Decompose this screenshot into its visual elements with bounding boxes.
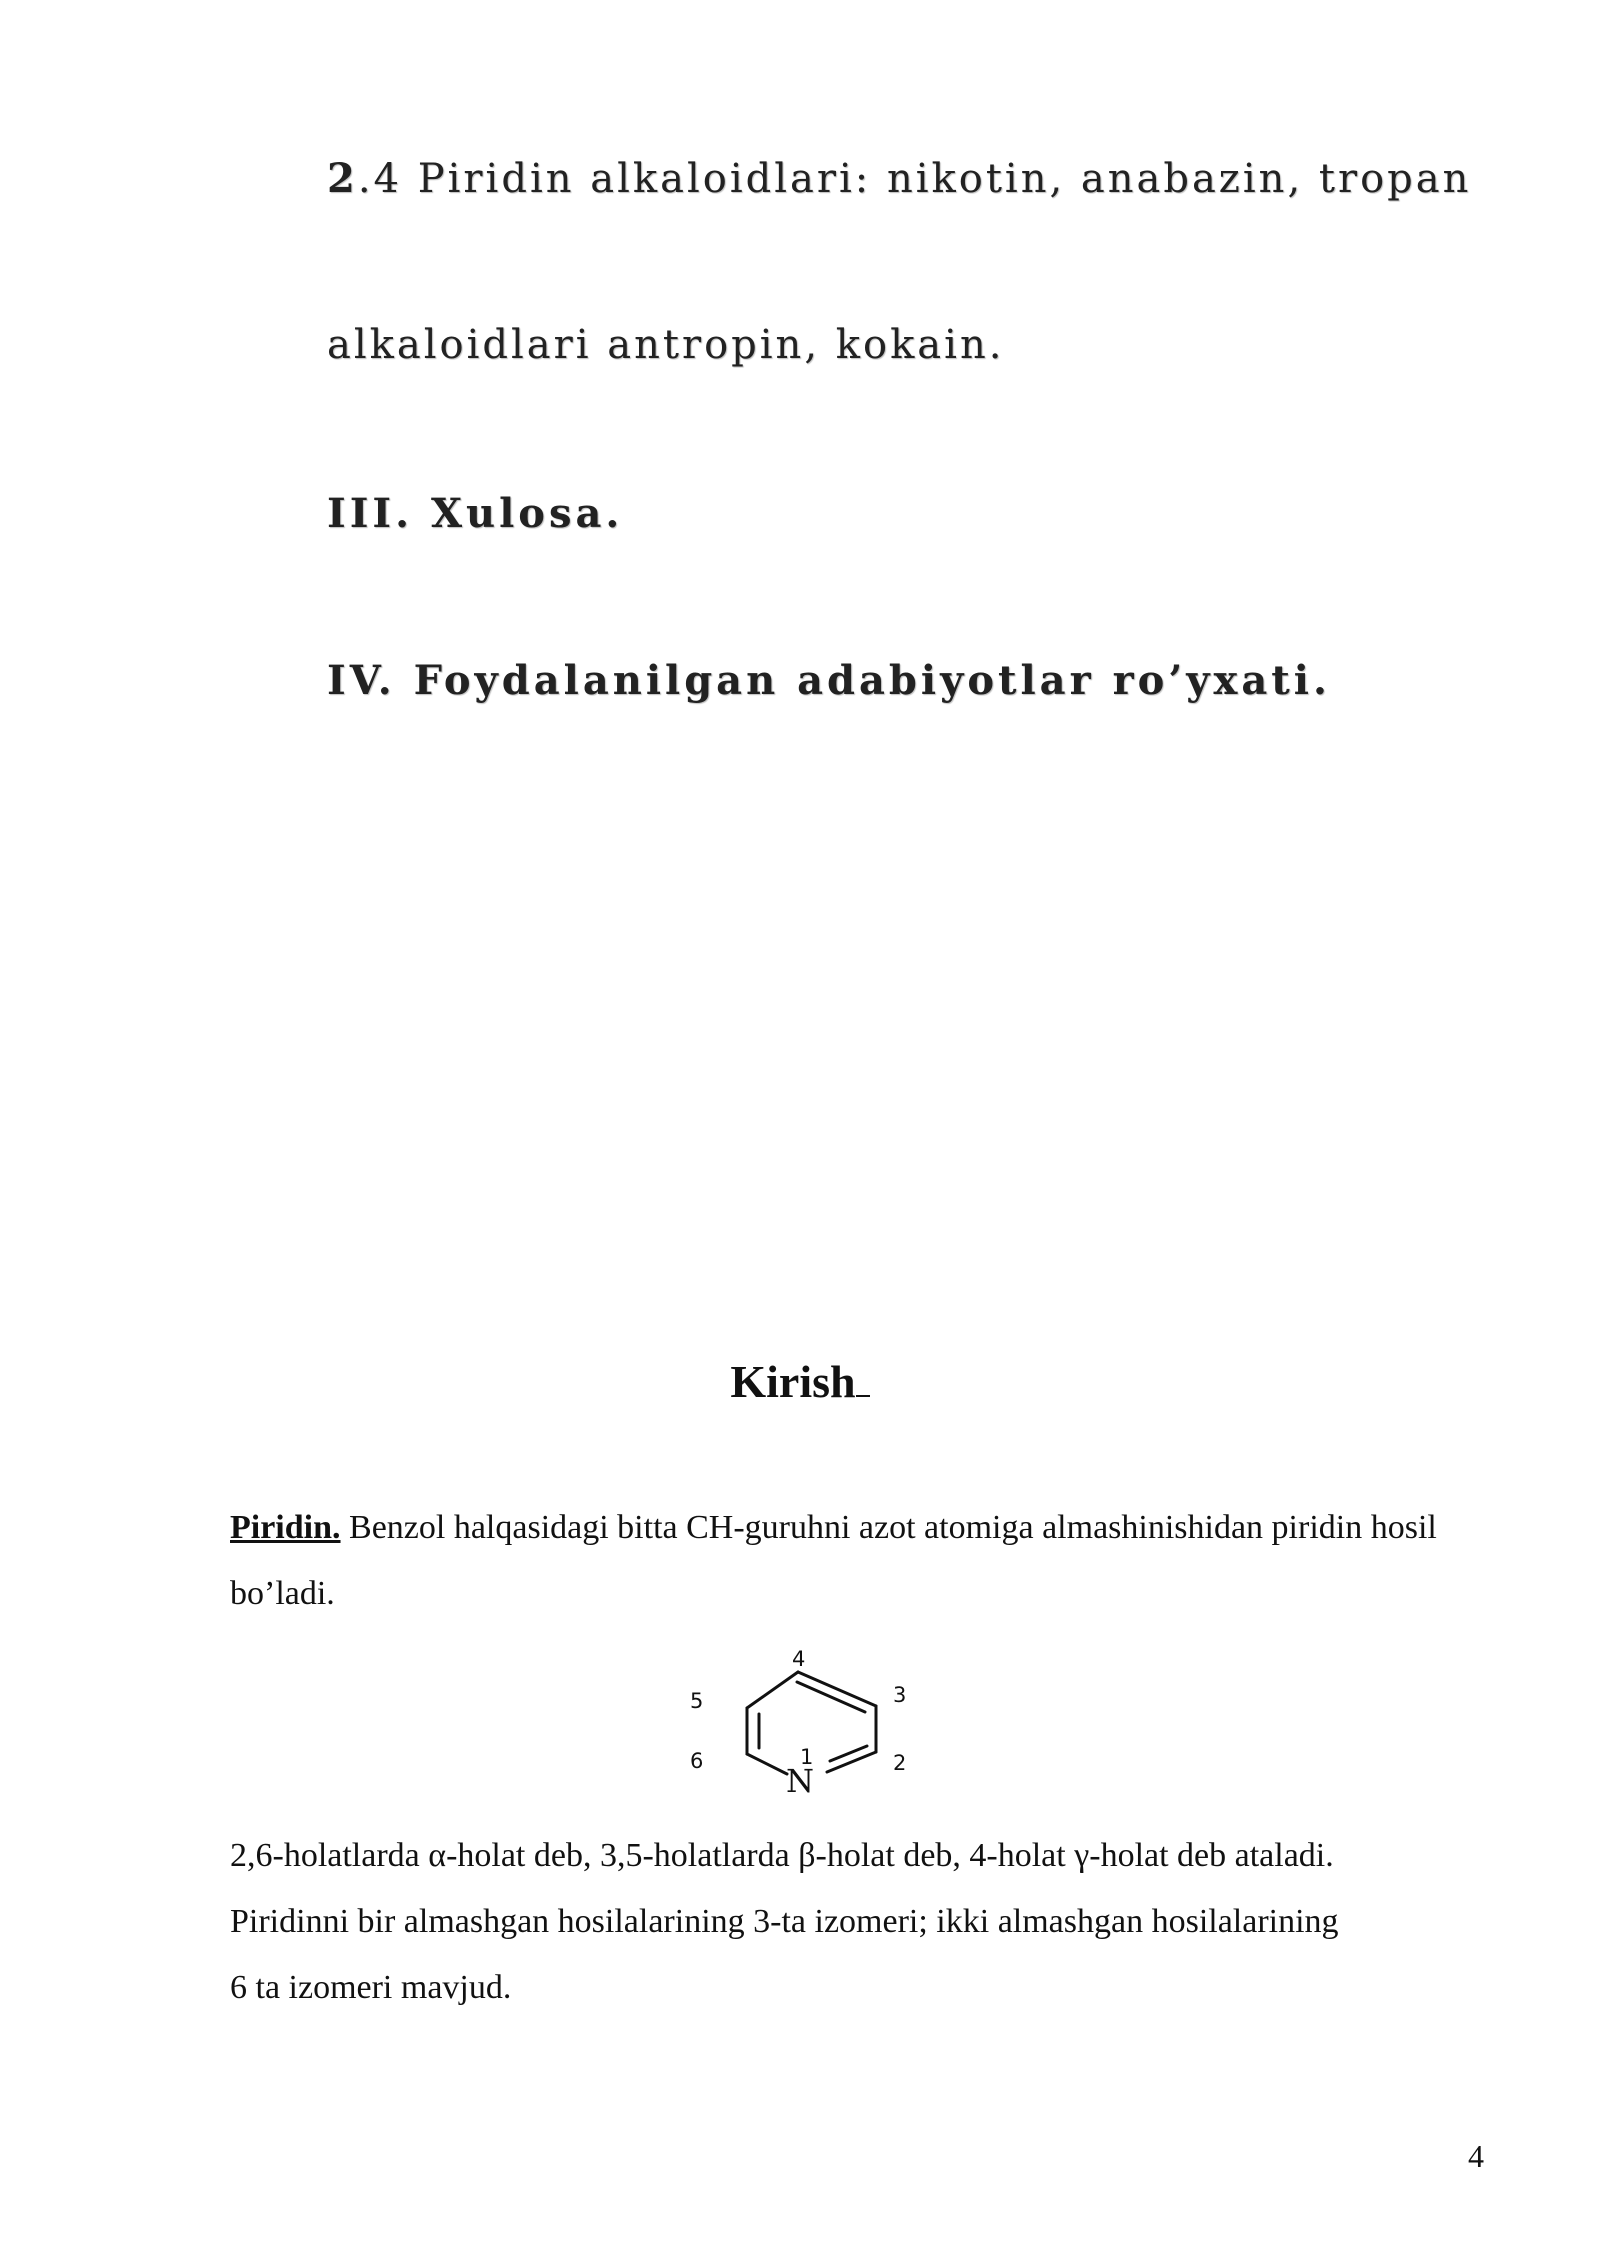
bond-c2-n1 [827, 1752, 876, 1772]
toc-item-2-4-number: 2 [327, 155, 358, 202]
nitrogen-atom: N [786, 1762, 814, 1800]
section-title-text: Kirish [730, 1356, 856, 1407]
isomers-line-3: 6 ta izomeri mavjud. [230, 1969, 512, 2006]
isomers-paragraph [230, 1823, 1500, 2021]
toc-item-2-4-text: .4 Piridin alkaloidlari: nikotin, anabazin, tropan [357, 156, 1472, 202]
title-underscore [856, 1389, 870, 1397]
position-label-5: 5 [690, 1689, 704, 1713]
position-label-3: 3 [893, 1683, 907, 1707]
pyridine-structure-diagram [675, 1640, 935, 1800]
isomers-line-2: Piridinni bir almashgan hosilalarining 3-ta izomeri; ikki almashgan hosilalarining [230, 1903, 1339, 1940]
isomers-line-1: 2,6-holatlarda α-holat deb, 3,5-holatlarda β-holat deb, 4-holat γ-holat deb ataladi. [230, 1837, 1334, 1874]
page-number: 4 [1468, 2138, 1484, 2174]
intro-term: Piridin. [230, 1509, 341, 1546]
toc-item-3: III. Xulosa. [327, 490, 624, 537]
bond-n1-c6 [747, 1754, 787, 1774]
position-label-1: 1 [800, 1745, 814, 1769]
bond-c5-c4 [747, 1672, 798, 1708]
section-title [0, 1355, 1600, 1408]
intro-text: Benzol halqasidagi bitta CH-guruhni azot atomiga almashinishidan piridin hosil bo’ladi. [230, 1509, 1437, 1612]
position-label-4: 4 [792, 1647, 806, 1671]
position-label-2: 2 [893, 1751, 907, 1775]
toc-item-2-4-continued: alkaloidlari antropin, kokain. [327, 322, 1005, 368]
intro-paragraph [230, 1495, 1500, 1627]
position-label-6: 6 [690, 1749, 704, 1773]
toc-item-2-4 [327, 155, 1471, 202]
toc-item-4: IV. Foydalanilgan adabiyotlar ro’yxati. [327, 657, 1331, 704]
